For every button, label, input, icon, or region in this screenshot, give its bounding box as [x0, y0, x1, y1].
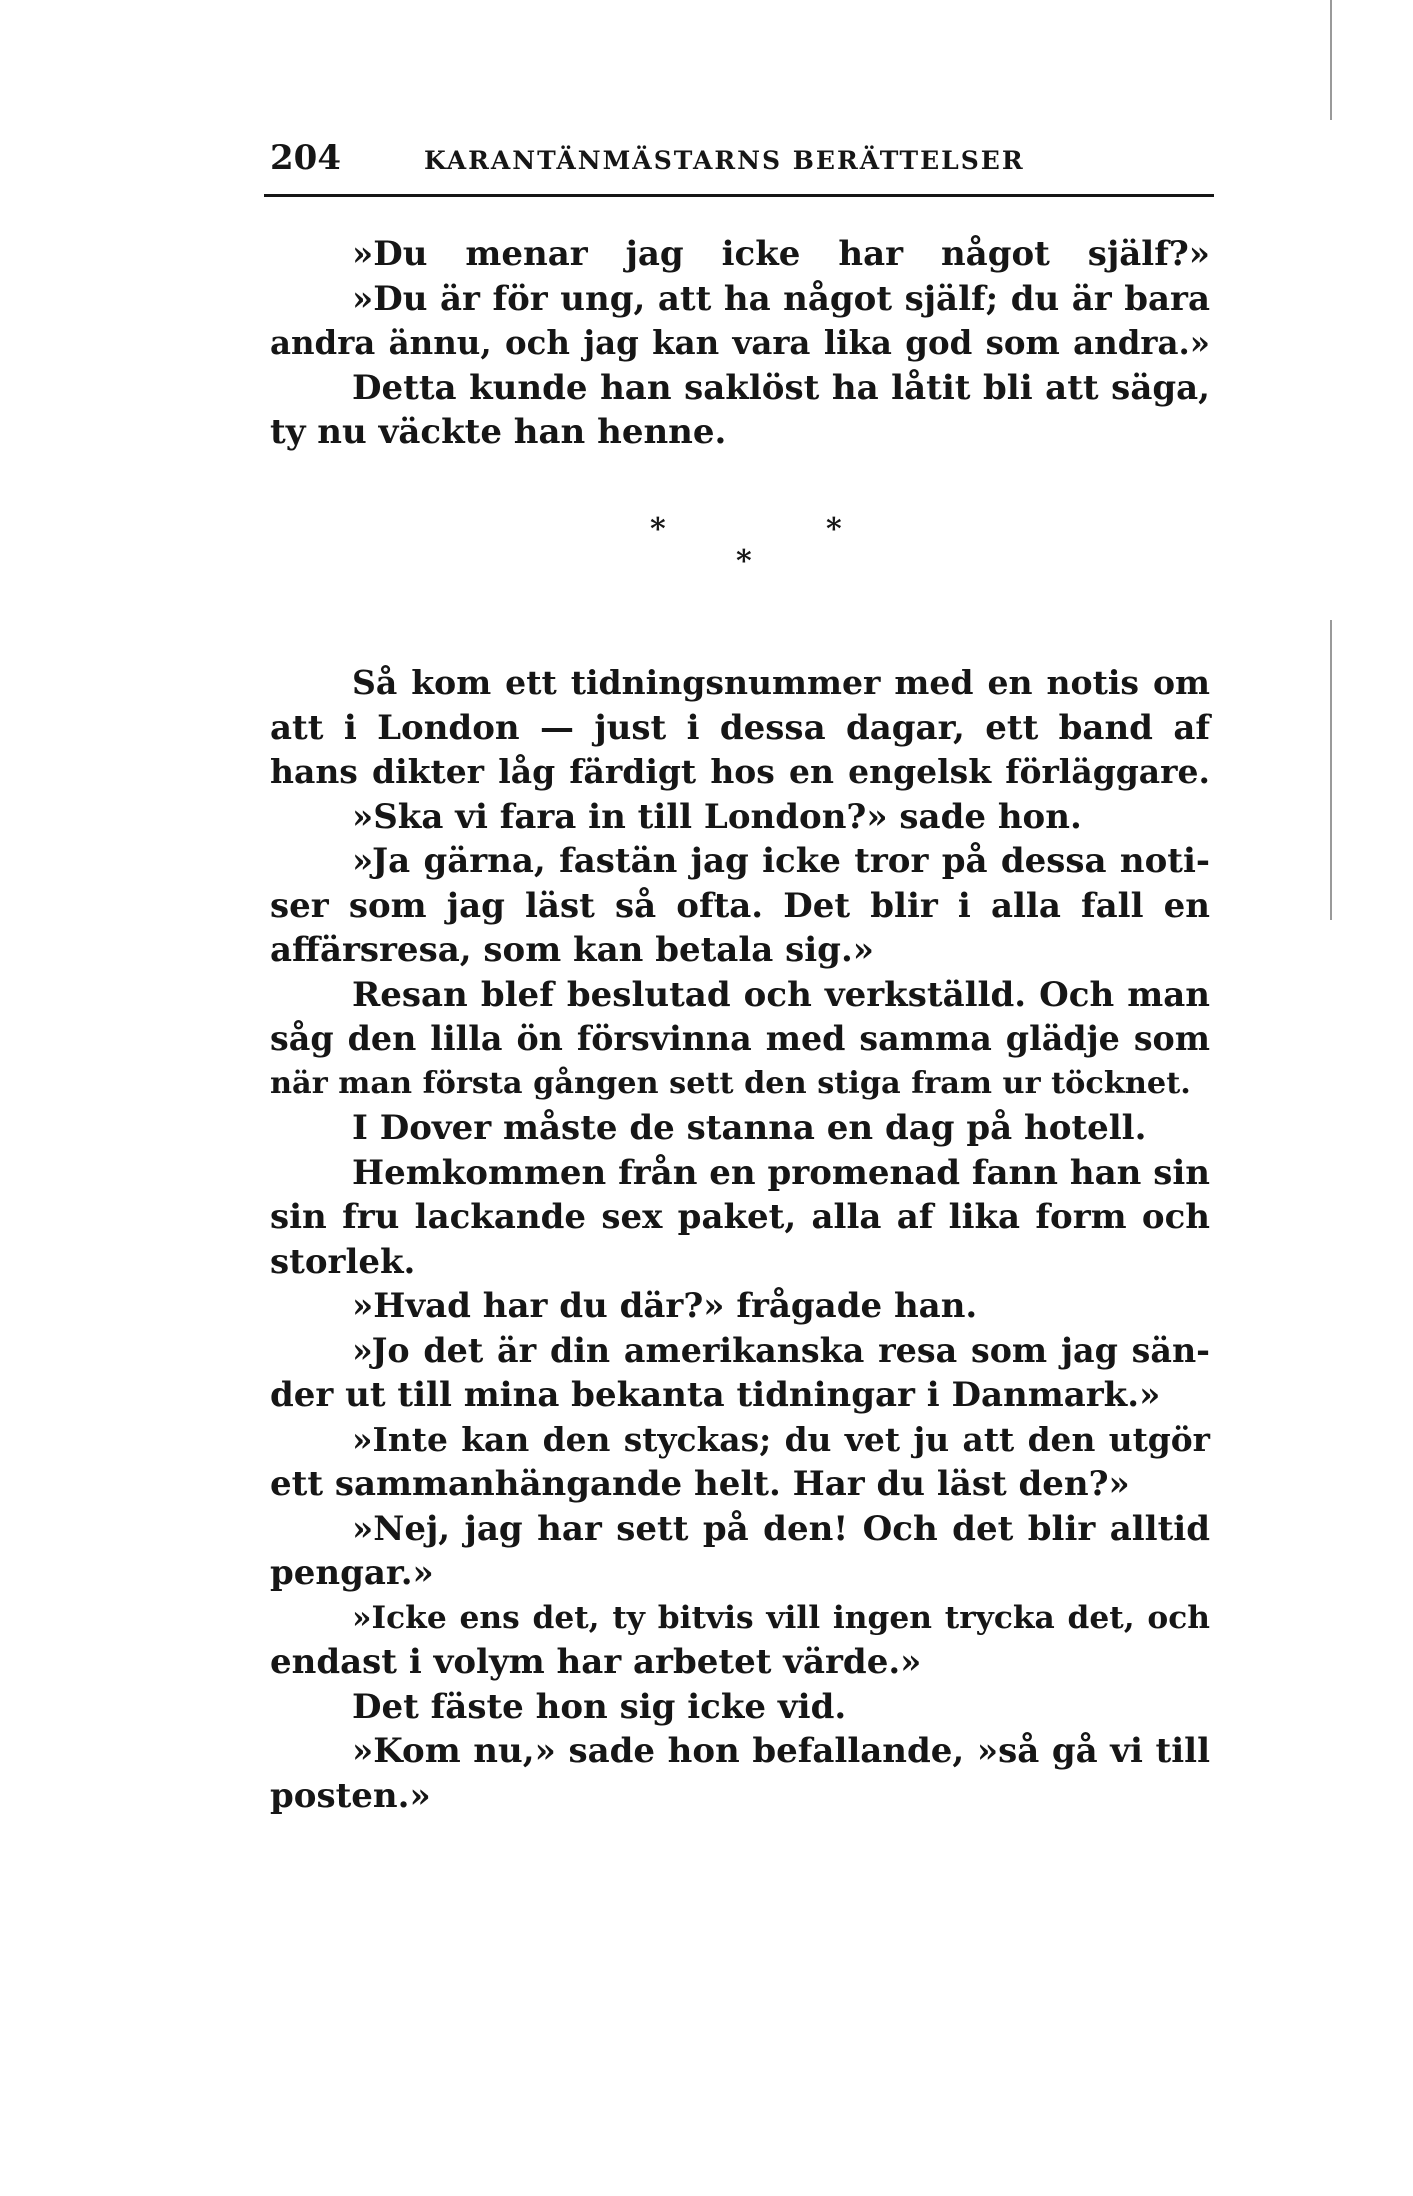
text-line: Det fäste hon sig icke vid.: [352, 1686, 847, 1727]
text-section-2: [270, 661, 1210, 1818]
gutter-line: [1330, 620, 1332, 920]
text-line: såg den lilla ön försvinna med samma glädje som: [270, 1019, 1210, 1058]
text-line: pengar.»: [270, 1553, 434, 1593]
text-line: ett sammanhängande helt. Har du läst den?»: [270, 1464, 1130, 1504]
asterisk: *: [650, 512, 666, 547]
text-line: »Ja gärna, fastän jag icke tror på dessa noti-: [352, 841, 1210, 881]
text-line: der ut till mina bekanta tidningar i Danmark.»: [270, 1375, 1161, 1415]
text-line: »Hvad har du där?» frågade han.: [352, 1286, 978, 1326]
asterisk: *: [826, 512, 842, 547]
page-number: 204: [270, 138, 341, 178]
text-line: »Kom nu,» sade hon befallande, »så gå vi till: [352, 1731, 1210, 1771]
text-line: sin fru lackande sex paket, alla af lika form och: [270, 1197, 1210, 1237]
text-line: »Icke ens det, ty bitvis vill ingen trycka det, och: [352, 1599, 1210, 1636]
text-line: »Jo det är din amerikanska resa som jag sän-: [352, 1330, 1210, 1370]
text-line: Hemkommen från en promenad fann han sin: [352, 1152, 1210, 1193]
text-line: affärsresa, som kan betala sig.»: [270, 930, 875, 970]
text-line: »Du menar jag icke har något själf?»: [352, 234, 1210, 274]
text-line: Så kom ett tidningsnummer med en notis om: [352, 663, 1210, 702]
text-line: ty nu väckte han henne.: [270, 412, 727, 452]
text-line: »Ska vi fara in till London?» sade hon.: [352, 796, 1082, 837]
page-header: [264, 138, 1214, 197]
text-line: ser som jag läst så ofta. Det blir i alla fall en: [270, 885, 1210, 926]
text-line: Detta kunde han saklöst ha låtit bli att säga,: [352, 367, 1210, 408]
text-line: andra ännu, och jag kan vara lika god som andra.»: [270, 324, 1210, 362]
text-line: I Dover måste de stanna en dag på hotell.: [352, 1108, 1147, 1148]
text-line: Resan blef beslutad och verkställd. Och man: [352, 974, 1210, 1015]
text-line: »Du är för ung, att ha något själf; du är bara: [352, 278, 1210, 319]
text-line: endast i volym har arbetet värde.»: [270, 1642, 922, 1682]
text-line: att i London — just i dessa dagar, ett band af: [270, 707, 1210, 748]
text-line: posten.»: [270, 1775, 431, 1816]
asterisk: *: [736, 544, 752, 579]
text-line: när man första gången sett den stiga fram ur töcknet.: [270, 1065, 1191, 1101]
running-title: KARANTÄNMÄSTARNS BERÄTTELSER: [424, 146, 1025, 175]
text-section-1: [270, 232, 1210, 455]
text-line: storlek.: [270, 1241, 416, 1282]
text-line: »Nej, jag har sett på den! Och det blir alltid: [352, 1508, 1210, 1549]
text-line: »Inte kan den styckas; du vet ju att den utgör: [352, 1419, 1210, 1459]
text-line: hans dikter låg färdigt hos en engelsk förläggare.: [270, 752, 1210, 791]
gutter-line: [1330, 0, 1332, 120]
